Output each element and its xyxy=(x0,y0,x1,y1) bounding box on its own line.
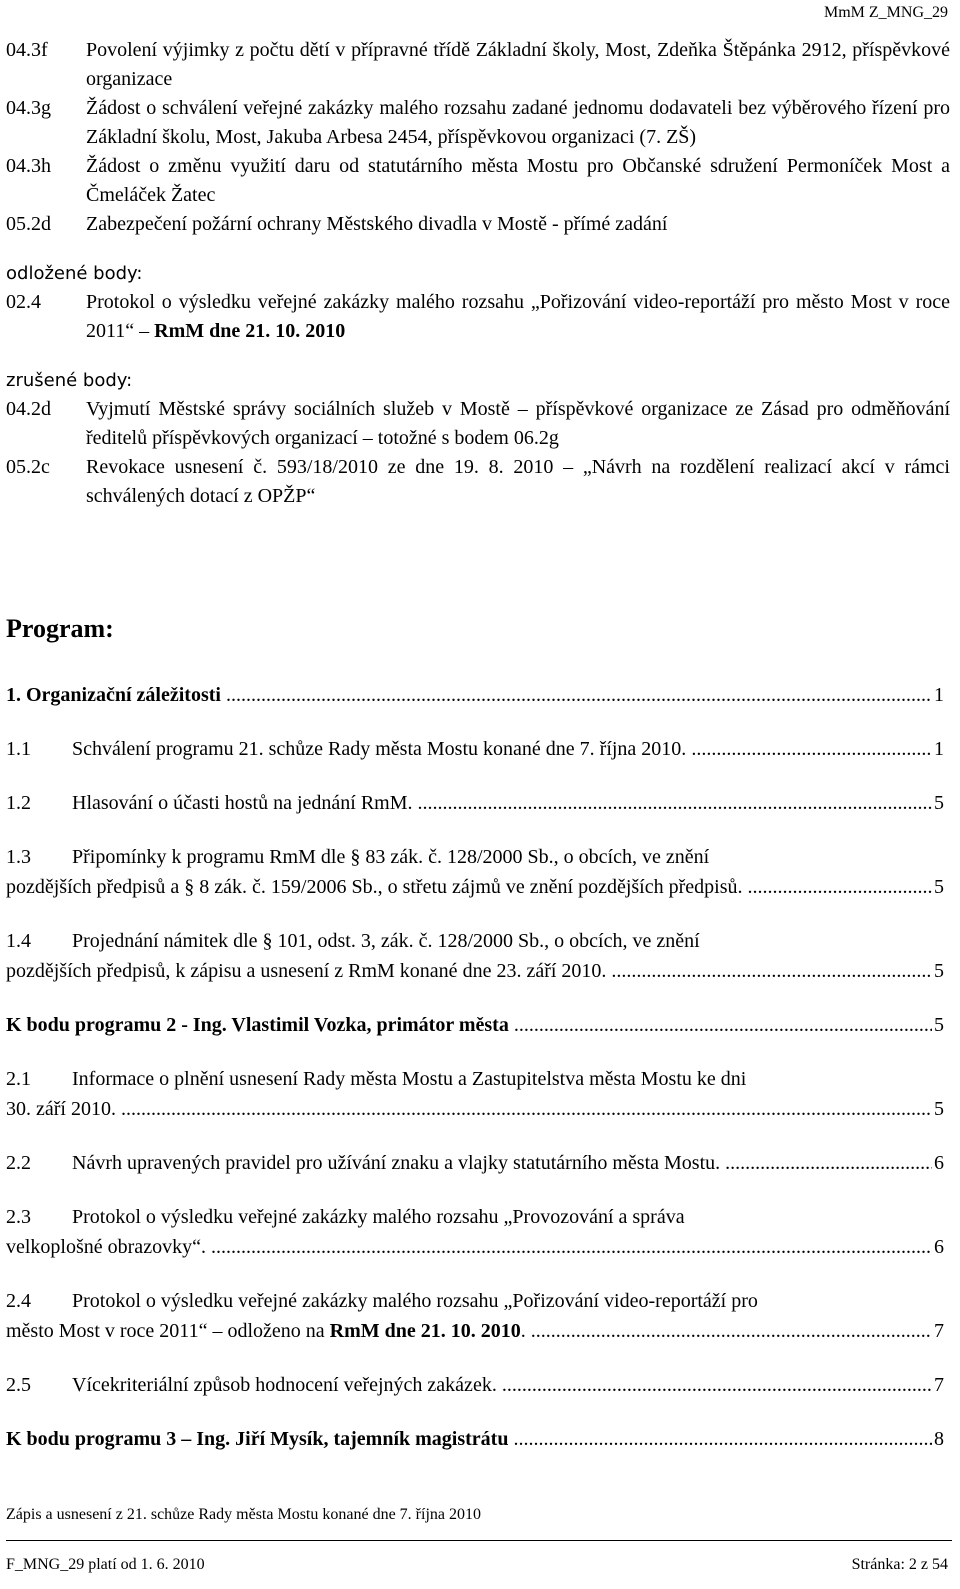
item-number: 04.2d xyxy=(6,398,51,420)
toc-page: 6 xyxy=(934,1152,944,1174)
toc-number: 1.1 xyxy=(6,738,31,760)
item-text: Vyjmutí Městské správy sociálních služeb v Mostě – příspěvkové organizace ze Zásad pro odměňování ředitelů příspěvkových organizací – totožné s bodem 06.2g xyxy=(86,398,950,449)
item-number: 04.3f xyxy=(6,39,48,61)
toc-text-line1: Protokol o výsledku veřejné zakázky malého rozsahu „Pořizování video-reportáží pro xyxy=(72,1290,758,1312)
agenda-item xyxy=(6,36,950,94)
deferred-label: odložené body: xyxy=(6,263,143,284)
toc-text-line2: velkoplošné obrazovky“. ..... xyxy=(6,1232,932,1262)
toc-entry[interactable] xyxy=(6,1202,944,1262)
toc-page: 1 xyxy=(934,738,944,760)
toc-page: 5 xyxy=(934,792,944,814)
item-number: 04.3g xyxy=(6,97,51,119)
toc-page: 7 xyxy=(934,1374,944,1396)
item-text xyxy=(86,288,950,346)
document-code: MmM Z_MNG_29 xyxy=(823,4,948,21)
toc-entry[interactable] xyxy=(6,1286,944,1346)
cancelled-item xyxy=(6,395,950,453)
item-text-main: Protokol o výsledku veřejné zakázky malého rozsahu „Pořizování video-reportáží pro město Most v roce 2011“ – xyxy=(86,291,950,342)
toc-text-line2-end: . xyxy=(520,1320,526,1342)
item-text: Povolení výjimky z počtu dětí v přípravné třídě Základní školy, Most, Zdeňka Štěpánka 2912, příspěvkové organizace xyxy=(86,39,950,90)
toc-text-line2: pozdějších předpisů, k zápisu a usnesení z RmM konané dne 23. září 2010. ..... xyxy=(6,956,932,986)
toc-number: 1.4 xyxy=(6,930,31,952)
deferred-item xyxy=(6,288,950,346)
agenda-list xyxy=(6,36,950,511)
toc-text-line2 xyxy=(6,1316,932,1346)
toc-entry[interactable] xyxy=(6,734,944,764)
toc-page: 5 xyxy=(934,1014,944,1036)
footer-page-number: Stránka: 2 z 54 xyxy=(851,1556,948,1573)
toc-entry[interactable] xyxy=(6,1370,944,1400)
agenda-item xyxy=(6,152,950,210)
item-number: 05.2c xyxy=(6,456,50,478)
toc-number: 2.1 xyxy=(6,1068,31,1090)
toc-text-line2: pozdějších předpisů a § 8 zák. č. 159/2006 Sb., o střetu zájmů ve znění pozdějších předpisů. ..... xyxy=(6,872,932,902)
toc-text: Návrh upravených pravidel pro užívání znaku a vlajky statutárního města Mostu. ..... xyxy=(72,1148,932,1178)
item-text: Žádost o schválení veřejné zakázky malého rozsahu zadané jednomu dodavateli bez výběrového řízení pro Základní školu, Most, Jakuba Arbesa 2454, příspěvkovou organizaci (7. ZŠ) xyxy=(86,97,950,148)
program-heading: Program: xyxy=(6,614,114,643)
toc-page: 6 xyxy=(934,1236,944,1258)
toc-page: 1 xyxy=(934,684,944,706)
toc-number: 2.3 xyxy=(6,1206,31,1228)
toc-text-line2: 30. září 2010. ..... xyxy=(6,1094,932,1124)
item-text: Revokace usnesení č. 593/18/2010 ze dne 19. 8. 2010 – „Návrh na rozdělení realizací akcí v rámci schválených dotací z OPŽP“ xyxy=(86,456,950,507)
toc-text: Hlasování o účasti hostů na jednání RmM. ..... xyxy=(72,788,932,818)
toc-entry[interactable] xyxy=(6,842,944,902)
footer-title: Zápis a usnesení z 21. schůze Rady města Mostu konané dne 7. října 2010 xyxy=(6,1506,481,1523)
item-text: Žádost o změnu využití daru od statutárního města Mostu pro Občanské sdružení Permoníček Most a Čmeláček Žatec xyxy=(86,155,950,206)
toc-entry[interactable] xyxy=(6,788,944,818)
item-text: Zabezpečení požární ochrany Městského divadla v Mostě - přímé zadání xyxy=(86,213,668,235)
toc-page: 8 xyxy=(934,1428,944,1450)
toc-number: 1.3 xyxy=(6,846,31,868)
item-number: 04.3h xyxy=(6,155,51,177)
toc-text-line2-bold: RmM dne 21. 10. 2010 xyxy=(329,1320,521,1342)
toc-number: 2.5 xyxy=(6,1374,31,1396)
toc-entry[interactable] xyxy=(6,1064,944,1124)
footer-form-code: F_MNG_29 platí od 1. 6. 2010 xyxy=(6,1556,205,1573)
toc-text-line1: Informace o plnění usnesení Rady města Mostu a Zastupitelstva města Mostu ke dni xyxy=(72,1068,747,1090)
table-of-contents xyxy=(6,680,944,1454)
toc-page: 5 xyxy=(934,960,944,982)
toc-entry[interactable] xyxy=(6,680,944,710)
toc-page: 5 xyxy=(934,1098,944,1120)
item-number: 02.4 xyxy=(6,291,41,313)
agenda-item xyxy=(6,210,950,239)
toc-number: 2.4 xyxy=(6,1290,31,1312)
toc-text-line1: Připomínky k programu RmM dle § 83 zák. č. 128/2000 Sb., o obcích, ve znění xyxy=(72,846,710,868)
toc-text: Schválení programu 21. schůze Rady města Mostu konané dne 7. října 2010. ..... xyxy=(72,734,932,764)
item-text-bold: RmM dne 21. 10. 2010 xyxy=(154,320,346,342)
item-number: 05.2d xyxy=(6,213,51,235)
cancelled-label: zrušené body: xyxy=(6,370,133,391)
toc-text: Vícekriteriální způsob hodnocení veřejných zakázek. ..... xyxy=(72,1370,932,1400)
toc-entry[interactable] xyxy=(6,1010,944,1040)
toc-entry[interactable] xyxy=(6,926,944,986)
toc-text: 1. Organizační záležitosti ..... xyxy=(6,680,932,710)
toc-page: 5 xyxy=(934,876,944,898)
cancelled-item xyxy=(6,453,950,511)
toc-entry[interactable] xyxy=(6,1424,944,1454)
toc-entry[interactable] xyxy=(6,1148,944,1178)
toc-page: 7 xyxy=(934,1320,944,1342)
toc-text-line1: Protokol o výsledku veřejné zakázky malého rozsahu „Provozování a správa xyxy=(72,1206,685,1228)
toc-text-line2-main: město Most v roce 2011“ – odloženo na xyxy=(6,1320,330,1342)
agenda-item xyxy=(6,94,950,152)
toc-text: K bodu programu 2 - Ing. Vlastimil Vozka, primátor města ..... xyxy=(6,1010,932,1040)
footer-divider xyxy=(6,1540,952,1541)
toc-text-line1: Projednání námitek dle § 101, odst. 3, zák. č. 128/2000 Sb., o obcích, ve znění xyxy=(72,930,700,952)
toc-text: K bodu programu 3 – Ing. Jiří Mysík, tajemník magistrátu ..... xyxy=(6,1424,932,1454)
toc-number: 2.2 xyxy=(6,1152,31,1174)
toc-number: 1.2 xyxy=(6,792,31,814)
